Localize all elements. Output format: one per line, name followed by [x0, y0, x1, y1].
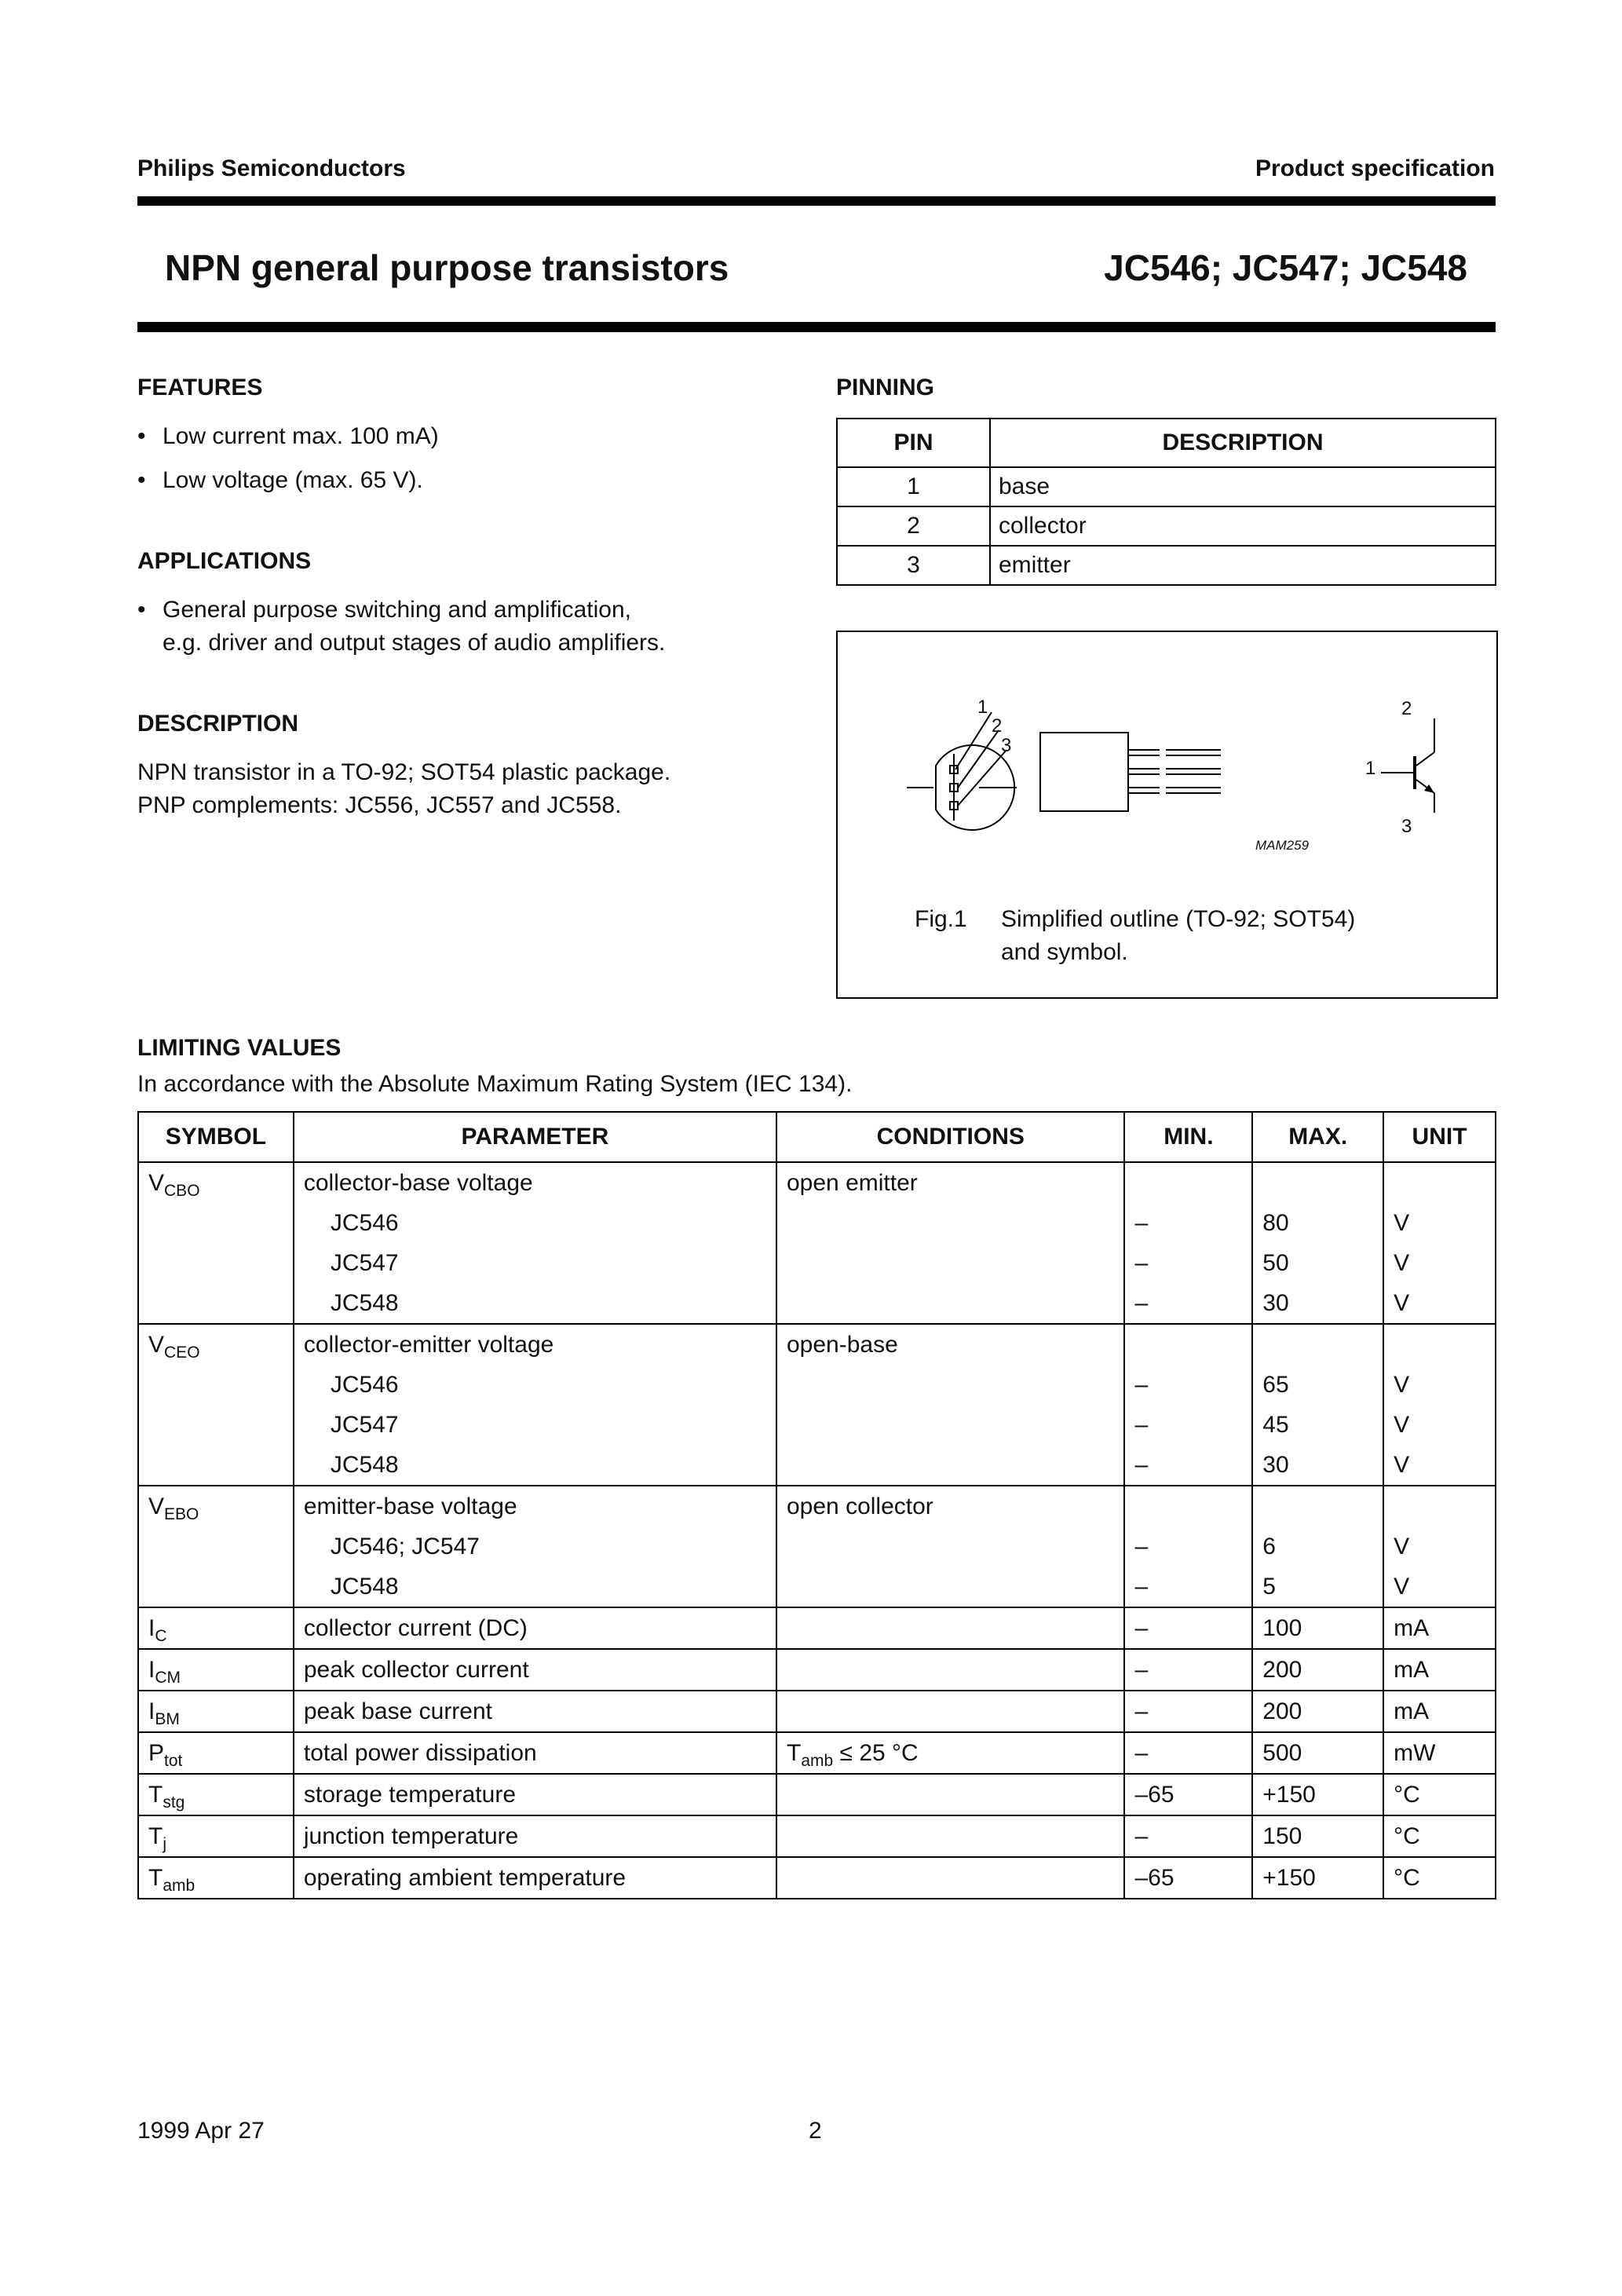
figure-caption [1001, 903, 1355, 969]
table-row [138, 1203, 1496, 1243]
unit-cell: V [1383, 1243, 1496, 1283]
column-header: SYMBOL [138, 1112, 294, 1162]
pin-description: base [990, 467, 1496, 506]
parameter-cell: JC548 [294, 1445, 776, 1486]
part-numbers: JC546; JC547; JC548 [1104, 247, 1467, 288]
max-cell: 30 [1252, 1445, 1383, 1486]
column-header: UNIT [1383, 1112, 1496, 1162]
table-row [138, 1857, 1496, 1899]
max-cell: +150 [1252, 1774, 1383, 1815]
column-header: MIN. [1124, 1112, 1252, 1162]
unit-cell: V [1383, 1283, 1496, 1324]
symbol-cell: $P_{tot}$ [138, 1732, 294, 1774]
limiting-values-intro: In accordance with the Absolute Maximum Rating System (IEC 134). [137, 1071, 853, 1097]
table-row [138, 1445, 1496, 1486]
min-cell: – [1124, 1691, 1252, 1732]
min-cell: – [1124, 1567, 1252, 1607]
table-row [138, 1526, 1496, 1567]
max-cell: 150 [1252, 1815, 1383, 1857]
min-cell: – [1124, 1243, 1252, 1283]
symbol-cell: $V_{CEO}$ [138, 1324, 294, 1365]
unit-cell: V [1383, 1365, 1496, 1405]
table-row [138, 1567, 1496, 1607]
figure-label: Fig.1 [915, 906, 967, 932]
list-item [137, 594, 813, 660]
package-side-view [1040, 733, 1128, 811]
max-cell: 45 [1252, 1405, 1383, 1445]
pin-label: 2 [992, 715, 1003, 737]
figure-code: MAM259 [1255, 838, 1310, 853]
max-cell: 5 [1252, 1567, 1383, 1607]
pin-label: 3 [1001, 735, 1012, 756]
limiting-values-table [137, 1111, 1496, 1899]
column-header: PARAMETER [294, 1112, 776, 1162]
symbol-cell: $I_C$ [138, 1607, 294, 1649]
min-cell: – [1124, 1405, 1252, 1445]
parameter-cell: JC546 [294, 1203, 776, 1243]
min-cell: – [1124, 1203, 1252, 1243]
unit-cell: °C [1383, 1815, 1496, 1857]
table-row [138, 1486, 1496, 1526]
footer-date: 1999 Apr 27 [137, 2118, 265, 2144]
list-item: • Low voltage (max. 65 V). [137, 464, 781, 497]
unit-cell: V [1383, 1526, 1496, 1567]
parameter-cell: JC548 [294, 1283, 776, 1324]
header-company: Philips Semiconductors [137, 155, 406, 181]
symbol-cell: $T_{amb}$ [138, 1857, 294, 1899]
table-header-row [138, 1112, 1496, 1162]
max-cell: 50 [1252, 1243, 1383, 1283]
min-cell: – [1124, 1526, 1252, 1567]
features-heading: FEATURES [137, 375, 263, 400]
parameter-cell: peak collector current [294, 1649, 776, 1691]
parameter-cell: junction temperature [294, 1815, 776, 1857]
conditions-cell: open emitter [776, 1162, 1124, 1203]
unit-cell: V [1383, 1445, 1496, 1486]
table-row [138, 1691, 1496, 1732]
page-number: 2 [809, 2118, 822, 2144]
parameter-cell: JC548 [294, 1567, 776, 1607]
table-row [138, 1774, 1496, 1815]
pin-number: 1 [837, 467, 990, 506]
pin-label: 1 [977, 696, 988, 718]
list-item-line: General purpose switching and amplification, [163, 597, 631, 623]
table-row [138, 1283, 1496, 1324]
applications-list [137, 594, 813, 671]
applications-heading: APPLICATIONS [137, 548, 312, 574]
table-row [138, 1815, 1496, 1857]
min-cell: – [1124, 1365, 1252, 1405]
title-rule [137, 322, 1496, 332]
max-cell: 500 [1252, 1732, 1383, 1774]
unit-cell: V [1383, 1405, 1496, 1445]
unit-cell: mA [1383, 1649, 1496, 1691]
unit-cell: mA [1383, 1607, 1496, 1649]
table-row [138, 1243, 1496, 1283]
table-row [138, 1732, 1496, 1774]
unit-cell: mW [1383, 1732, 1496, 1774]
parameter-cell: JC546; JC547 [294, 1526, 776, 1567]
page-title: NPN general purpose transistors [165, 247, 729, 288]
table-row [138, 1649, 1496, 1691]
parameter-cell: collector-base voltage [294, 1162, 776, 1203]
figure-box [836, 631, 1498, 999]
description-header: DESCRIPTION [990, 419, 1496, 467]
parameter-cell: total power dissipation [294, 1732, 776, 1774]
unit-cell: °C [1383, 1857, 1496, 1899]
pin-description: emitter [990, 546, 1496, 585]
symbol-collector-label: 2 [1401, 698, 1412, 719]
min-cell: – [1124, 1649, 1252, 1691]
parameter-cell: operating ambient temperature [294, 1857, 776, 1899]
table-row [138, 1607, 1496, 1649]
description-line: PNP complements: JC556, JC557 and JC558. [137, 792, 622, 818]
pin-number: 2 [837, 506, 990, 546]
list-item-line: e.g. driver and output stages of audio amplifiers. [163, 630, 666, 656]
unit-cell: V [1383, 1567, 1496, 1607]
description-text [137, 756, 813, 822]
max-cell: 6 [1252, 1526, 1383, 1567]
table-row [837, 506, 1496, 546]
min-cell: – [1124, 1445, 1252, 1486]
table-row [138, 1324, 1496, 1365]
features-list [137, 420, 781, 508]
conditions-cell: open collector [776, 1486, 1124, 1526]
unit-cell: °C [1383, 1774, 1496, 1815]
parameter-cell: JC547 [294, 1405, 776, 1445]
symbol-cell: $I_{BM}$ [138, 1691, 294, 1732]
unit-cell: V [1383, 1203, 1496, 1243]
table-row [837, 546, 1496, 585]
pinning-heading: PINNING [836, 375, 935, 400]
parameter-cell: collector current (DC) [294, 1607, 776, 1649]
description-heading: DESCRIPTION [137, 711, 299, 737]
table-row [138, 1365, 1496, 1405]
symbol-cell: $T_j$ [138, 1815, 294, 1857]
max-cell: 30 [1252, 1283, 1383, 1324]
parameter-cell: peak base current [294, 1691, 776, 1732]
symbol-cell: $V_{CBO}$ [138, 1162, 294, 1203]
column-header: CONDITIONS [776, 1112, 1124, 1162]
pinning-table [836, 418, 1496, 586]
min-cell: –65 [1124, 1774, 1252, 1815]
unit-cell: mA [1383, 1691, 1496, 1732]
symbol-cell: $V_{EBO}$ [138, 1486, 294, 1526]
parameter-cell: JC547 [294, 1243, 776, 1283]
symbol-emitter-label: 3 [1401, 816, 1412, 837]
max-cell: 200 [1252, 1649, 1383, 1691]
min-cell: – [1124, 1283, 1252, 1324]
min-cell: – [1124, 1732, 1252, 1774]
pin-header: PIN [837, 419, 990, 467]
table-row [138, 1162, 1496, 1203]
parameter-cell: collector-emitter voltage [294, 1324, 776, 1365]
caption-line: Simplified outline (TO-92; SOT54) [1001, 906, 1356, 932]
pin-number: 3 [837, 546, 990, 585]
header-rule [137, 196, 1496, 206]
symbol-cell: $I_{CM}$ [138, 1649, 294, 1691]
list-item: • Low current max. 100 mA) [137, 420, 781, 453]
caption-line: and symbol. [1001, 939, 1128, 965]
conditions-cell: $T_{amb} \le 25$ °C [776, 1732, 1124, 1774]
table-row [138, 1405, 1496, 1445]
parameter-cell: storage temperature [294, 1774, 776, 1815]
max-cell: 100 [1252, 1607, 1383, 1649]
pin-description: collector [990, 506, 1496, 546]
min-cell: – [1124, 1815, 1252, 1857]
max-cell: +150 [1252, 1857, 1383, 1899]
symbol-cell: $T_{stg}$ [138, 1774, 294, 1815]
header-doc-type: Product specification [1255, 155, 1495, 181]
min-cell: – [1124, 1607, 1252, 1649]
max-cell: 65 [1252, 1365, 1383, 1405]
conditions-cell: open-base [776, 1324, 1124, 1365]
column-header: MAX. [1252, 1112, 1383, 1162]
parameter-cell: JC546 [294, 1365, 776, 1405]
limiting-values-heading: LIMITING VALUES [137, 1035, 342, 1061]
min-cell: –65 [1124, 1857, 1252, 1899]
description-line: NPN transistor in a TO-92; SOT54 plastic package. [137, 759, 671, 785]
symbol-base-label: 1 [1365, 758, 1376, 779]
max-cell: 200 [1252, 1691, 1383, 1732]
table-row [837, 467, 1496, 506]
parameter-cell: emitter-base voltage [294, 1486, 776, 1526]
max-cell: 80 [1252, 1203, 1383, 1243]
